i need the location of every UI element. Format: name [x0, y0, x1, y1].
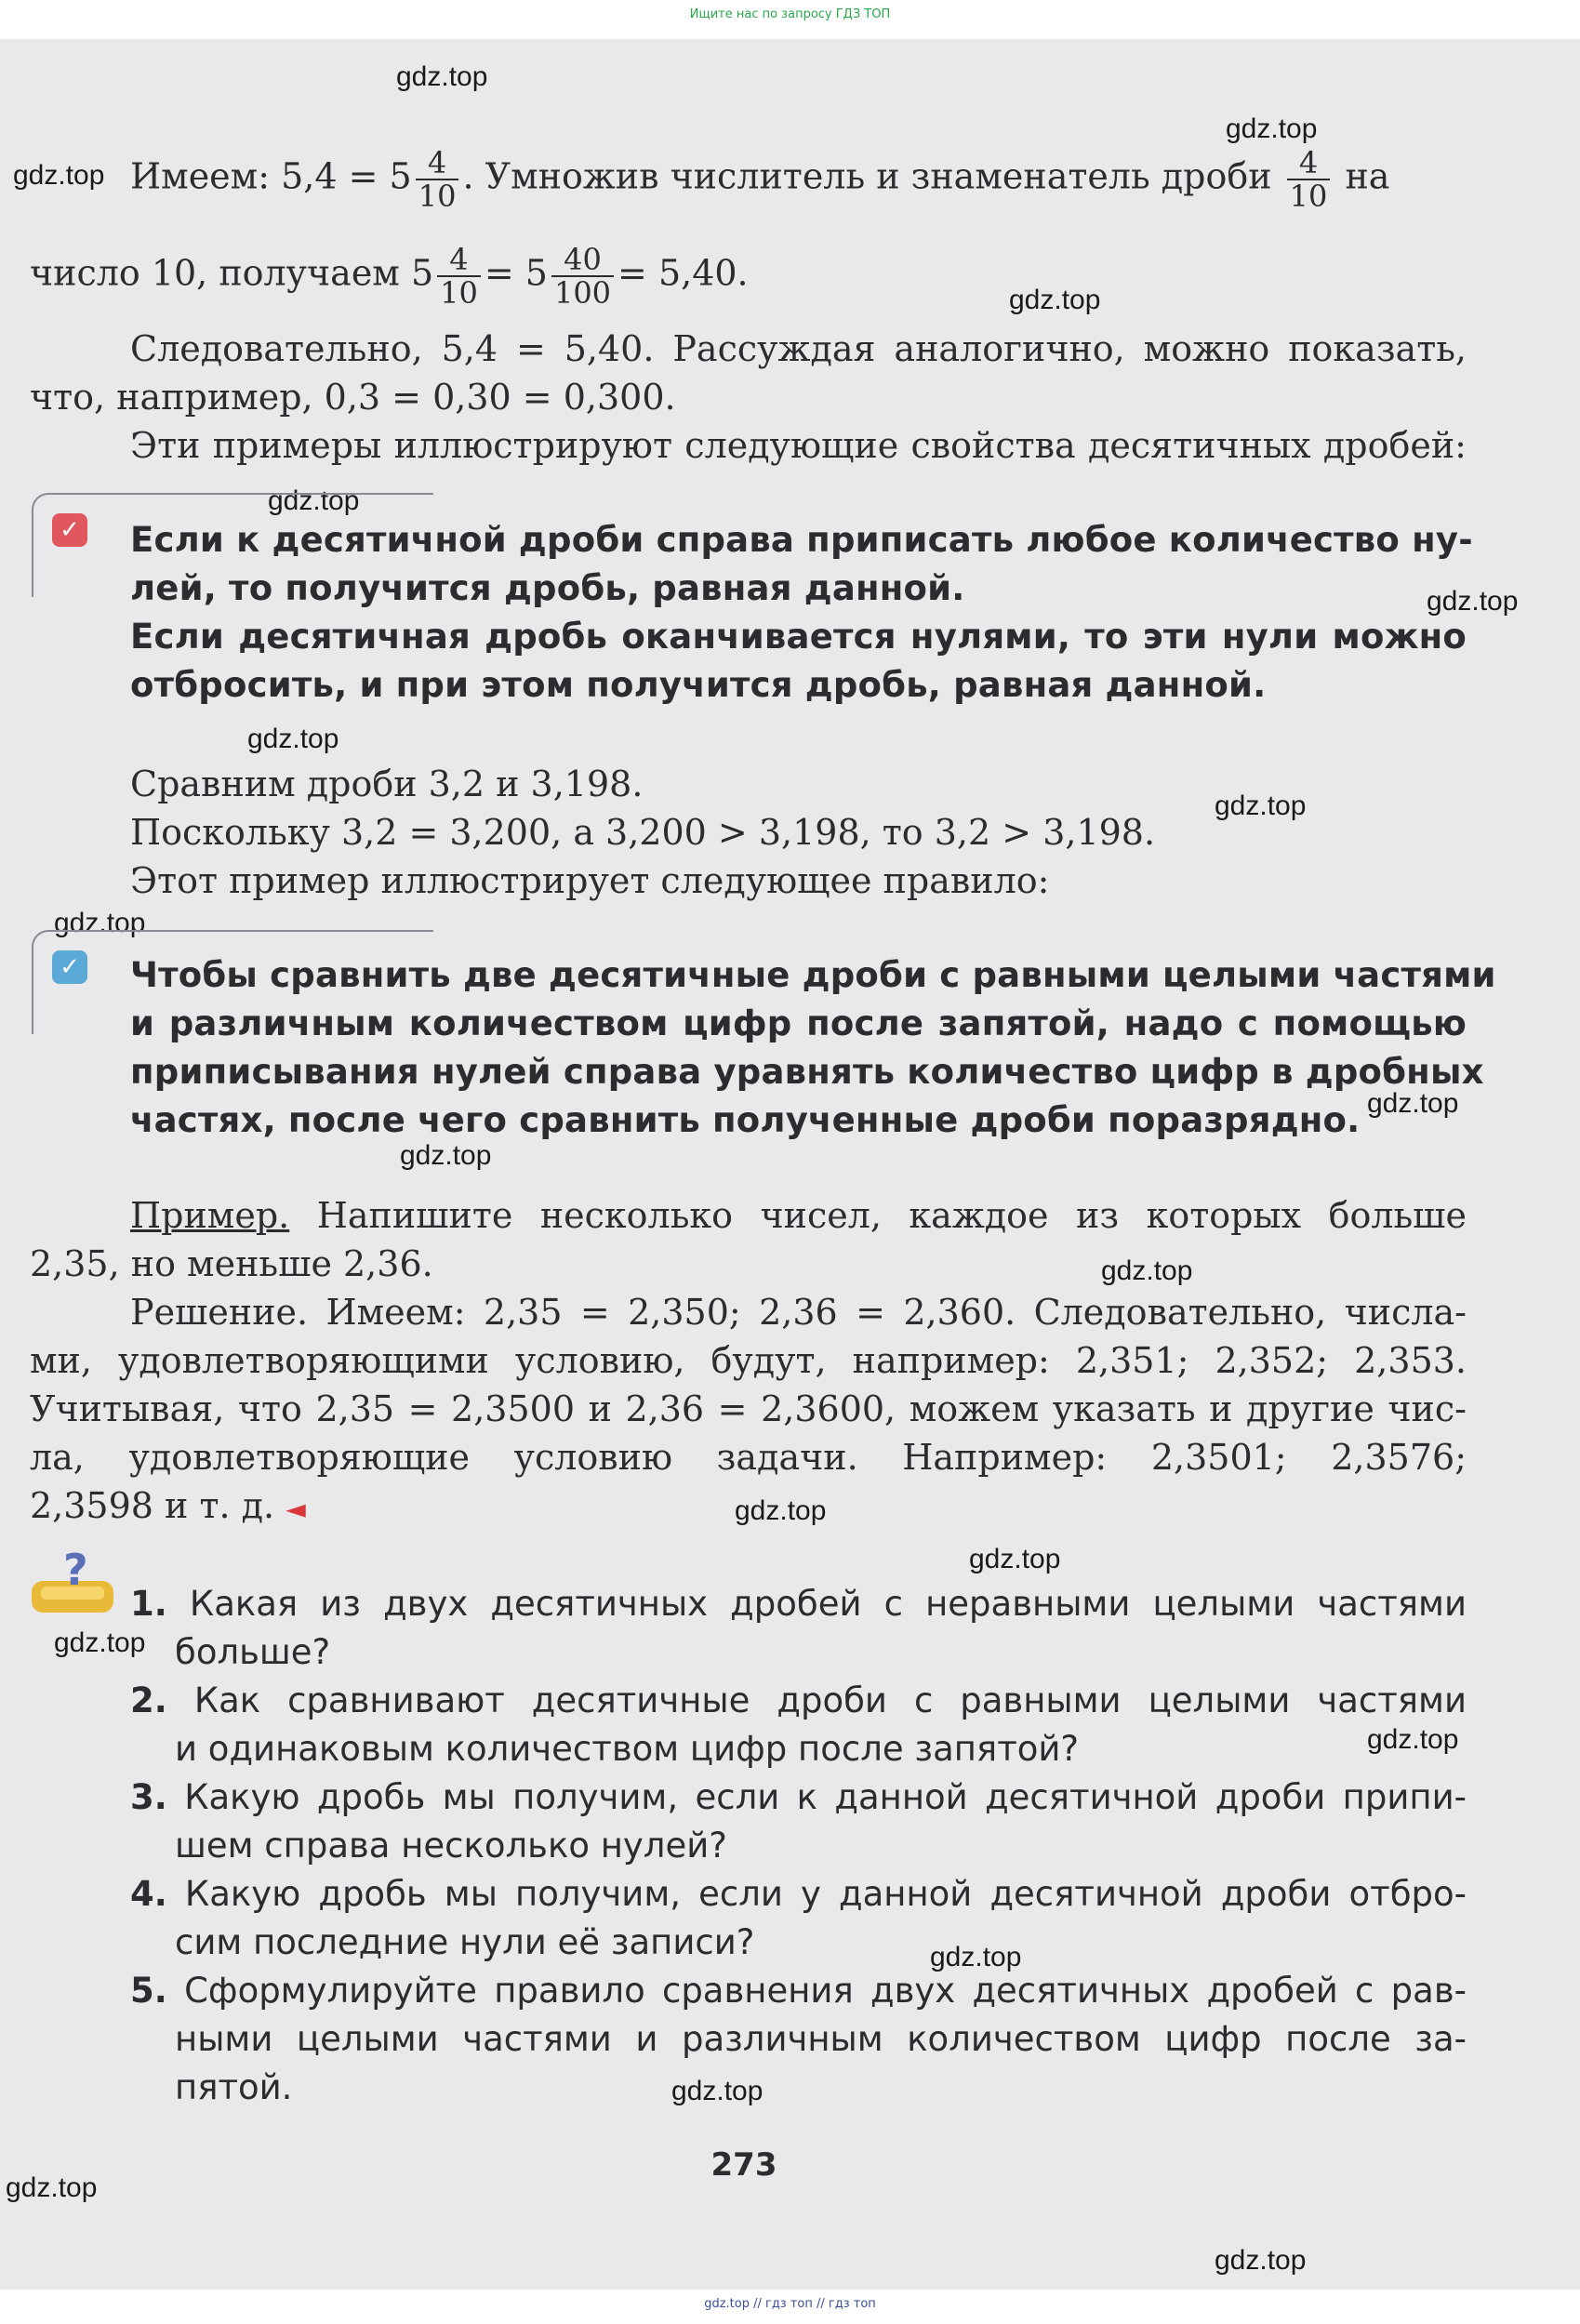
- fraction: $\frac{40}{100}$: [551, 244, 614, 309]
- rule-text: приписывания нулей справа уравнять количество цифр в дробных: [130, 1052, 1484, 1092]
- watermark: gdz.top: [671, 2076, 763, 2106]
- watermark: gdz.top: [396, 61, 488, 92]
- fraction: $\frac{4}{10}$: [1287, 147, 1331, 212]
- question-line: больше?: [175, 1632, 331, 1672]
- fraction: $\frac{4}{10}$: [437, 244, 481, 309]
- question-line: 5. Сформулируйте правило сравнения двух десятичных дробей с рав-: [130, 1971, 1467, 2011]
- watermark: gdz.top: [1009, 285, 1101, 315]
- solution-line: ми, удовлетворяющими условию, будут, например: 2,351; 2,352; 2,353.: [30, 1340, 1467, 1381]
- watermark: gdz.top: [1215, 2245, 1307, 2276]
- watermark: gdz.top: [1226, 113, 1318, 144]
- watermark: gdz.top: [247, 724, 339, 754]
- rule-text: Если к десятичной дроби справа приписать любое количество ну-: [130, 520, 1473, 560]
- example-line: Пример. Напишите несколько чисел, каждое из которых больше: [130, 1195, 1467, 1236]
- watermark: gdz.top: [1215, 790, 1307, 821]
- watermark: gdz.top: [13, 160, 105, 191]
- watermark: gdz.top: [1101, 1255, 1193, 1286]
- svg-text:?: ?: [63, 1545, 88, 1595]
- watermark: gdz.top: [54, 908, 146, 938]
- watermark: gdz.top: [6, 2172, 98, 2203]
- watermark: gdz.top: [400, 1140, 492, 1171]
- question-line: 3. Какую дробь мы получим, если к данной десятичной дроби припи-: [130, 1777, 1467, 1817]
- rule-text: отбросить, и при этом получится дробь, равная данной.: [130, 665, 1267, 705]
- question-line: шем справа несколько нулей?: [175, 1826, 727, 1866]
- question-line: пятой.: [175, 2067, 293, 2107]
- rule-text: лей, то получится дробь, равная данной.: [130, 568, 965, 608]
- solution-line: 2,3598 и т. д. ◄: [30, 1485, 306, 1526]
- solution-line: ла, удовлетворяющие условию задачи. Например: 2,3501; 2,3576;: [30, 1437, 1467, 1478]
- watermark: gdz.top: [930, 1942, 1022, 1972]
- question-line: сим последние нули её записи?: [175, 1922, 755, 1962]
- question-line: 1. Какая из двух десятичных дробей с неравными целыми частями: [130, 1584, 1467, 1624]
- question-line: и одинаковым количеством цифр после запятой?: [175, 1729, 1080, 1769]
- text-line: Следовательно, 5,4 = 5,40. Рассуждая аналогично, можно показать,: [130, 328, 1467, 369]
- watermark: gdz.top: [735, 1495, 827, 1526]
- question-line: 4. Какую дробь мы получим, если у данной десятичной дроби отбро-: [130, 1874, 1467, 1914]
- watermark: gdz.top: [1367, 1724, 1459, 1755]
- checkmark-icon: ✓: [52, 950, 87, 984]
- text-line: Этот пример иллюстрирует следующее правило:: [130, 860, 1050, 901]
- example-label: Пример.: [130, 1195, 290, 1236]
- rule-text: Если десятичная дробь оканчивается нулями, то эти нули можно: [130, 617, 1467, 657]
- watermark: gdz.top: [268, 485, 360, 516]
- question-line: 2. Как сравнивают десятичные дроби с равными целыми частями: [130, 1680, 1467, 1720]
- rule-text: Чтобы сравнить две десятичные дроби с равными целыми частями: [130, 955, 1496, 995]
- page-number: 273: [710, 2146, 777, 2184]
- text-line: Поскольку 3,2 = 3,200, а 3,200 > 3,198, то 3,2 > 3,198.: [130, 812, 1156, 853]
- text-line: число 10, получаем 5 $\frac{4}{10}$ = 5 $\frac{40}{100}$ = 5,40.: [30, 242, 749, 311]
- top-note: Ищите нас по запросу ГДЗ ТОП: [689, 7, 891, 21]
- text-line: Сравним дроби 3,2 и 3,198.: [130, 764, 644, 804]
- text-line: что, например, 0,3 = 0,30 = 0,300.: [30, 377, 676, 418]
- fraction: $\frac{4}{10}$: [416, 147, 459, 212]
- text-line: Имеем: 5,4 = 5 $\frac{4}{10}$ . Умножив числитель и знаменатель дроби $\frac{4}{10}$ на: [130, 145, 1390, 214]
- rule-text: и различным количеством цифр после запятой, надо с помощью: [130, 1003, 1467, 1043]
- solution-line: Учитывая, что 2,35 = 2,3500 и 2,36 = 2,3600, можем указать и другие чис-: [30, 1388, 1467, 1429]
- checkmark-icon: ✓: [52, 513, 87, 547]
- question-line: ными целыми частями и различным количеством цифр после за-: [175, 2019, 1467, 2059]
- text-line: Эти примеры иллюстрируют следующие свойства десятичных дробей:: [130, 425, 1467, 466]
- solution-line: Решение. Имеем: 2,35 = 2,350; 2,36 = 2,360. Следовательно, числа-: [130, 1292, 1467, 1333]
- footer-note: gdz.top // гдз топ // гдз топ: [704, 2297, 876, 2311]
- watermark: gdz.top: [1427, 586, 1519, 617]
- rule-text: частях, после чего сравнить полученные дроби поразрядно.: [130, 1100, 1361, 1140]
- watermark: gdz.top: [54, 1627, 146, 1658]
- question-mark-icon: [28, 1544, 117, 1618]
- example-line: 2,35, но меньше 2,36.: [30, 1243, 433, 1284]
- end-mark-icon: ◄: [285, 1494, 306, 1524]
- watermark: gdz.top: [1367, 1088, 1459, 1119]
- watermark: gdz.top: [969, 1544, 1061, 1574]
